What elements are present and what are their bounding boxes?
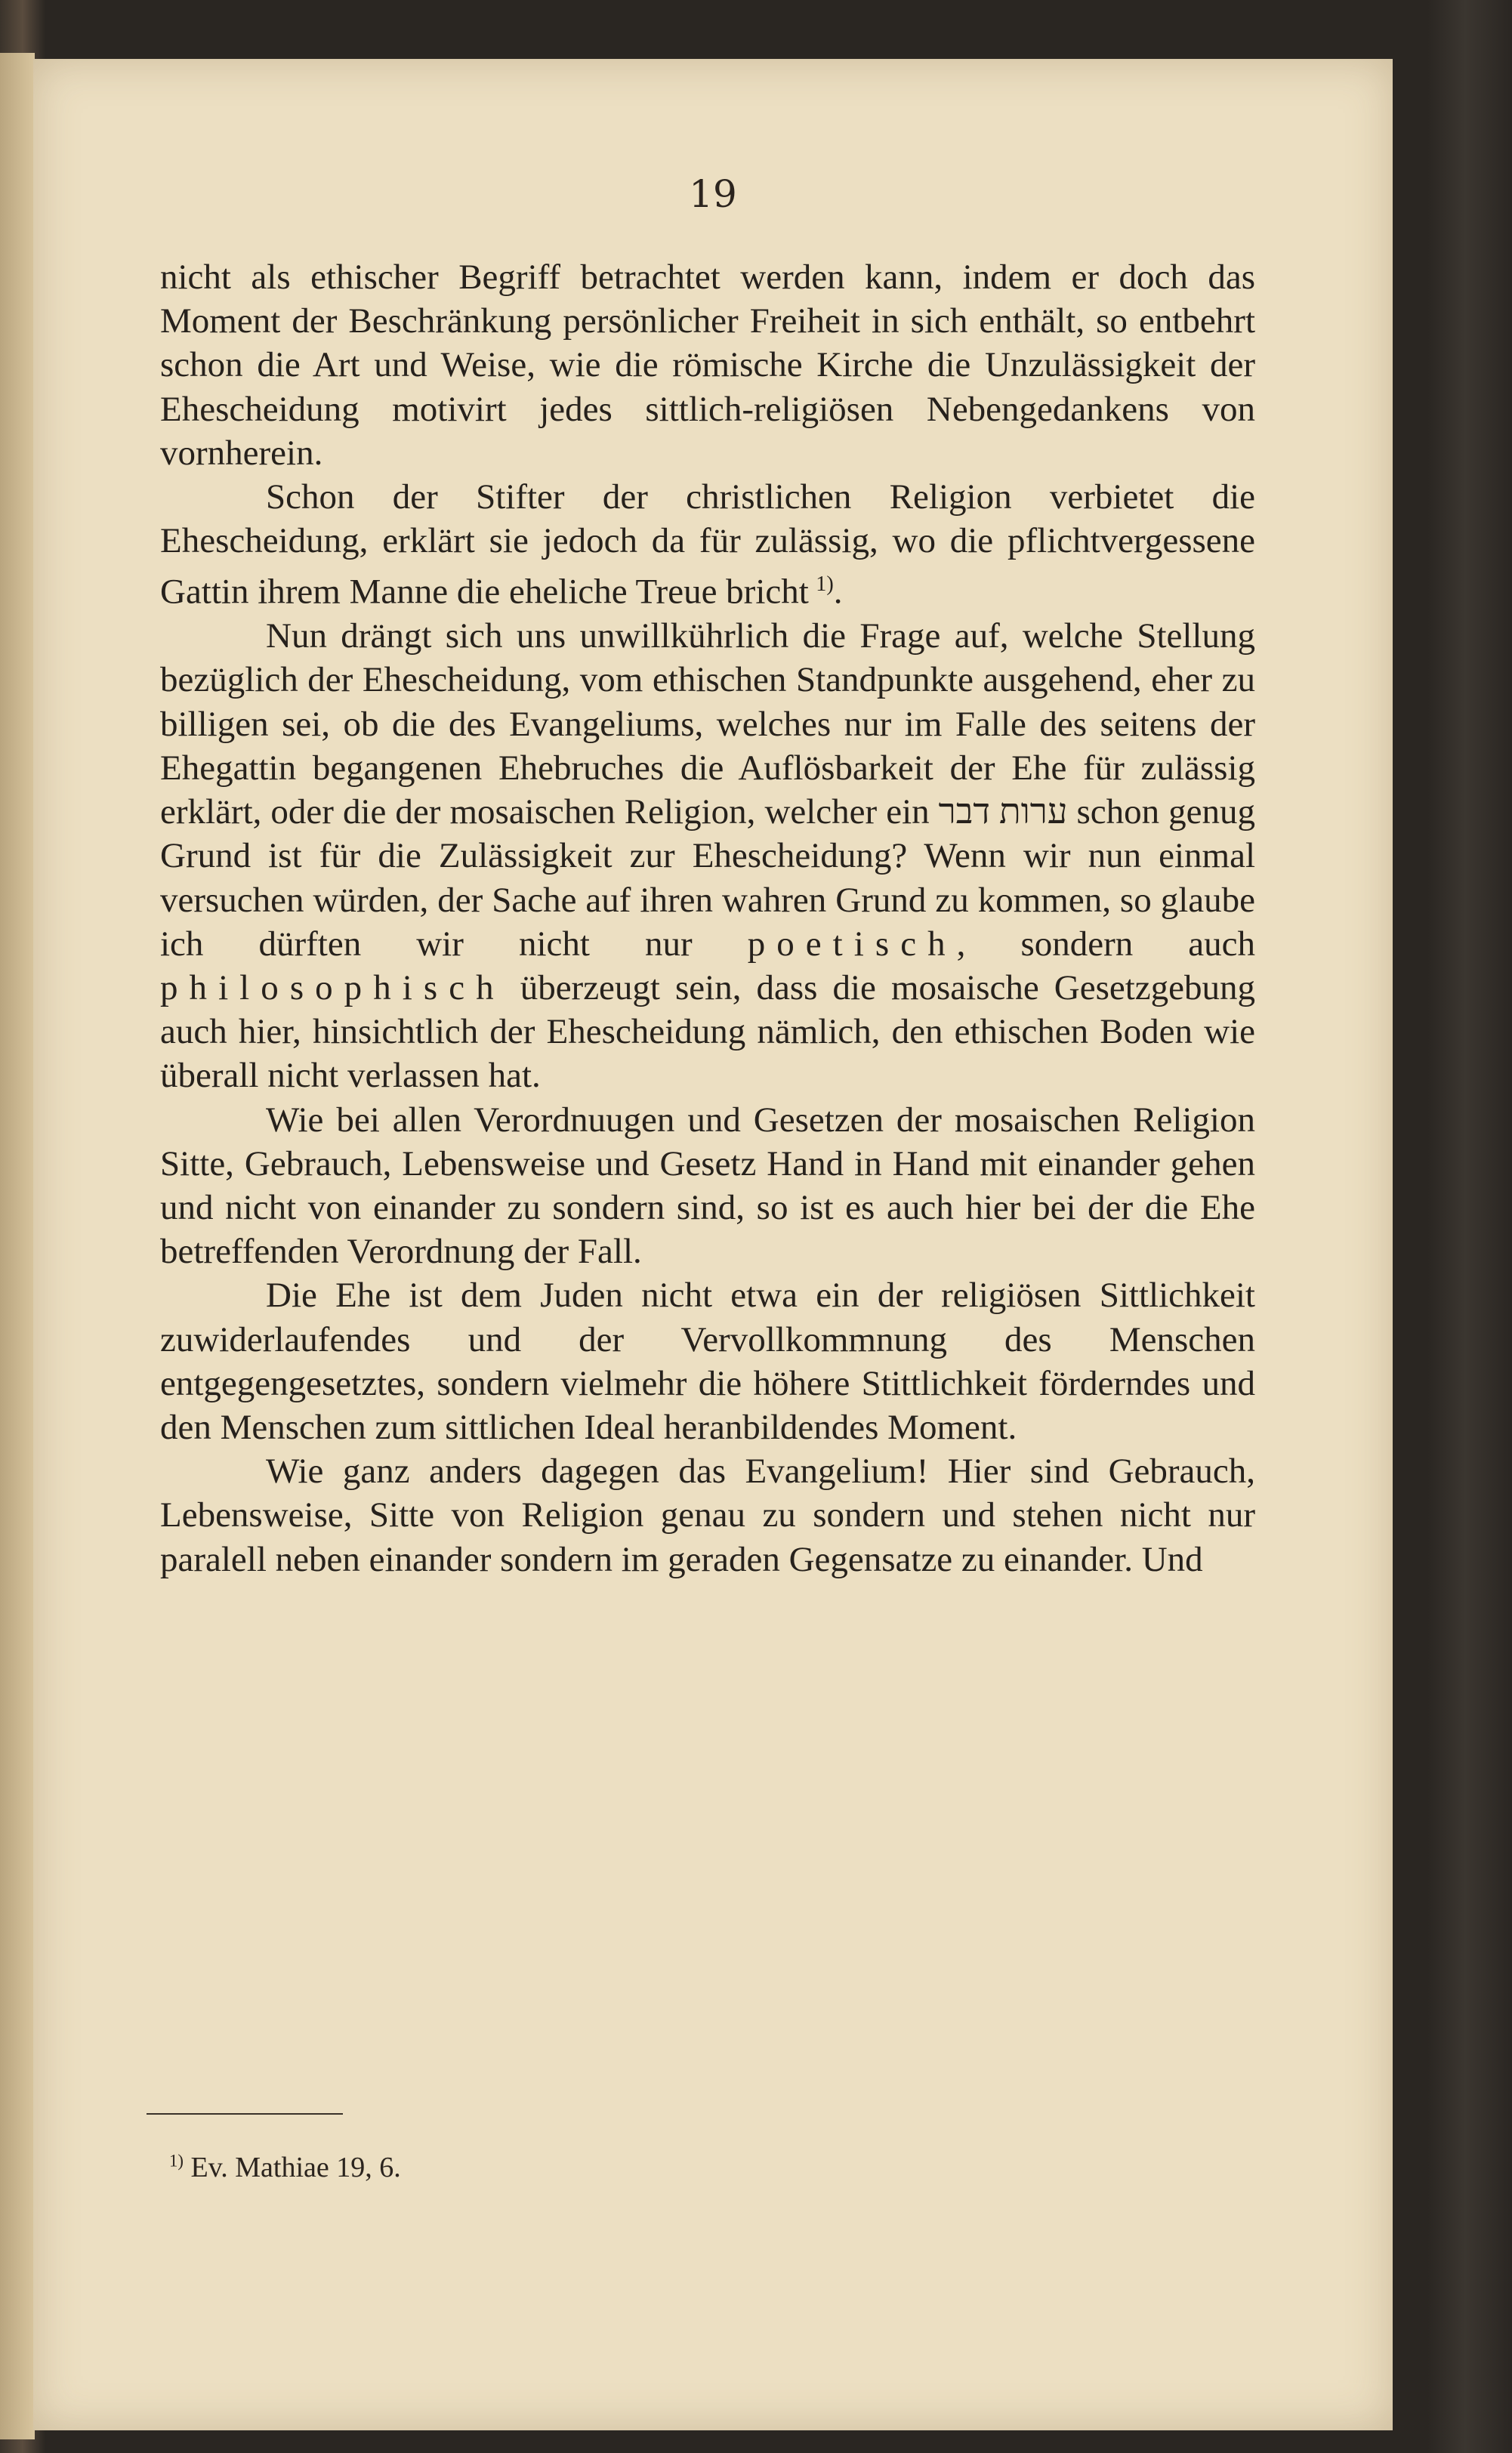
paragraph-4: Wie bei allen Verordnuugen und Gesetzen der mosaischen Religion Sitte, Gebrauch, Lebensweise und Gesetz Hand in Hand mit einander gehen und nicht von einander zu sondern sind, so ist es auch hier bei der die Ehe betreffenden Verordnung der Fall. (160, 1100, 1255, 1272)
body-text (160, 255, 1255, 1581)
emphasis-poetisch: poetisch (747, 924, 957, 964)
paragraph-1: nicht als ethischer Begriff betrachtet werden kann, indem er doch das Moment der Beschränkung persönlicher Freiheit in sich enthält, so entbehrt schon die Art und Weise, wie die römische Kirche die Unzulässigkeit der Ehescheidung motivirt jedes sittlich-religiösen Nebengedankens von vornherein. (160, 258, 1255, 473)
page-sheet (33, 59, 1393, 2430)
emphasis-philosophisch: philosophisch (160, 967, 505, 1007)
footnote-divider (147, 2113, 343, 2115)
footnote-reference: 1) (816, 572, 834, 597)
page-number: 19 (689, 172, 737, 216)
paragraph-2: Schon der Stifter der christlichen Religion verbietet die Ehescheidung, erklärt sie jedoch da für zulässig, wo die pflichtvergessene Gattin ihrem Manne die eheliche Treue bricht $^{1)}$. (160, 477, 1255, 612)
paragraph-5: Die Ehe ist dem Juden nicht etwa ein der religiösen Sittlichkeit zuwiderlaufendes und der Vervollkommnung des Menschen entgegengesetztes, sondern vielmehr die höhere Stittlichkeit förderndes und den Menschen zum sittlichen Ideal heranbildendes Moment. (160, 1276, 1255, 1447)
footnote-text: Ev. Mathiae 19, 6. (190, 2152, 401, 2183)
footnote-marker: 1) (169, 2151, 184, 2171)
facing-page-edge (0, 53, 35, 2439)
paragraph-6: Wie ganz anders dagegen das Evangelium! Hier sind Gebrauch, Lebensweise, Sitte von Religion genau zu sondern und stehen nicht nur paralell neben einander sondern im geraden Gegensatze zu einander. Und (160, 1452, 1255, 1579)
footnote (169, 2151, 401, 2184)
paragraph-3: Nun drängt sich uns unwillkührlich die Frage auf, welche Stellung bezüglich der Ehescheidung, vom ethischen Standpunkte ausgehend, eher zu billigen sei, ob die des Evangeliums, welches nur im Falle des seitens der Ehegattin begangenen Ehebruches die Auflösbarkeit der Ehe für zulässig erklärt, oder die der mosaischen Religion, welcher ein ערות דבר schon genug Grund ist für die Zulässigkeit zur Ehescheidung? Wenn wir nun einmal versuchen würden, der Sache auf ihren wahren Grund zu kommen, so glaube ich dürften wir nicht nur poetisch, sondern auch philosophisch überzeugt sein, dass die mosaische Gesetzgebung auch hier, hinsichtlich der Ehescheidung nämlich, den ethischen Boden wie überall nicht verlassen hat. (160, 616, 1256, 1096)
